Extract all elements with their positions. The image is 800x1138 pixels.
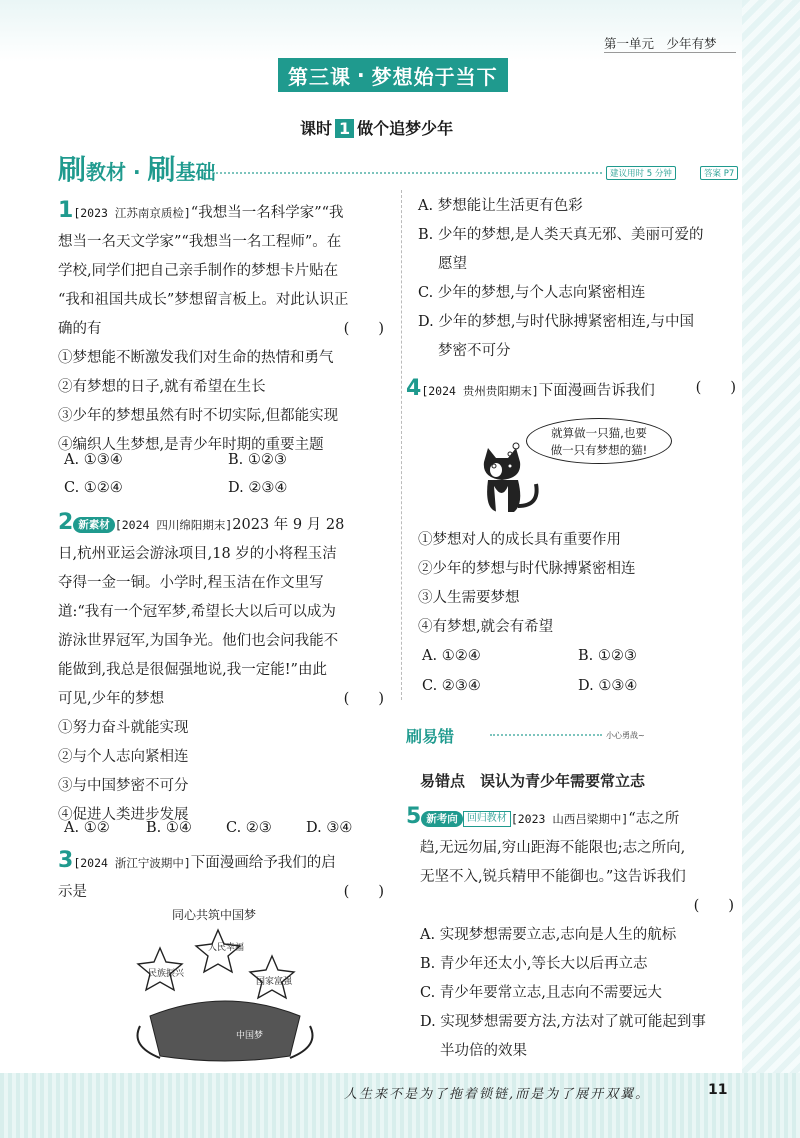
option-c[interactable]: C. 少年的梦想,与个人志向紧密相连 [418, 285, 646, 301]
question-4: 4[2024 贵州贵阳期末]下面漫画告诉我们 ( ) [406, 376, 736, 401]
question-number: 2 [58, 510, 74, 535]
option-b[interactable]: B. ①②③ [578, 648, 637, 664]
new-material-tag: 新素材 [73, 517, 115, 533]
lesson-banner [278, 58, 508, 92]
section-char-a: 刷 [58, 153, 87, 186]
option-a[interactable]: A. 梦想能让生活更有色彩 [418, 198, 583, 214]
option-a[interactable]: A. ①②④ [422, 648, 481, 664]
option-c[interactable]: C. ②③ [226, 820, 272, 836]
question-source: [2023 江苏南京质检] [73, 206, 191, 220]
question-number: 4 [406, 376, 422, 401]
question-number: 3 [58, 848, 74, 873]
careful-tip: 小心勇战~ [606, 731, 645, 740]
cartoon-title: 同心共筑中国梦 [172, 908, 257, 922]
question-5: 5 新考向 回归教材 [2023 山西吕梁期中]“志之所 趋,无远勿届,穷山距海不能限也;志之所向, 无坚不入,锐兵精甲不能御也。”这告诉我们 ( ) A. 实现梦想需要立志,志向是人生的航标 B. 青少年还太小,等长大以后再立志 C. 青少年要常立志,且志向不需要远大 D. 实现梦想需要方法,方法对了就可能起到事 半功倍的效果 [406, 802, 742, 1066]
unit-underline [604, 52, 736, 53]
option-c[interactable]: C. ②③④ [422, 678, 481, 694]
answer-blank[interactable]: ( ) [343, 884, 384, 900]
cat-icon [474, 440, 554, 516]
option-c[interactable]: C. ①②④ [64, 480, 123, 496]
option-b[interactable]: B. ①④ [146, 820, 192, 836]
section-char-d: 基础 [175, 160, 216, 184]
star-label: 国家富强 [256, 977, 293, 987]
answer-blank[interactable]: ( ) [343, 691, 384, 707]
option-b[interactable]: B. 少年的梦想,是人类天真无邪、美丽可爱的 [418, 227, 704, 243]
option-c[interactable]: C. 青少年要常立志,且志向不需要远大 [420, 985, 662, 1001]
box-label: 中国梦 [236, 1031, 264, 1041]
statement-item: ③与中国梦密不可分 [58, 778, 189, 794]
question-number: 1 [58, 198, 74, 223]
lesson-label: 第三课 [288, 64, 351, 89]
option-a[interactable]: A. ①③④ [64, 452, 123, 468]
option-d[interactable]: D. 实现梦想需要方法,方法对了就可能起到事 [420, 1014, 706, 1030]
statement-item: ②少年的梦想与时代脉搏紧密相连 [418, 561, 636, 577]
option-d[interactable]: D. 少年的梦想,与时代脉搏紧密相连,与中国 [418, 314, 695, 330]
textbook-tag: 回归教材 [463, 811, 511, 827]
question-4-items [418, 526, 748, 642]
option-b[interactable]: B. 青少年还太小,等长大以后再立志 [420, 956, 648, 972]
speech-bubble: 就算做一只猫,也要 做一只有梦想的猫! [526, 418, 672, 464]
answer-page-label: 答案 P7 [700, 166, 738, 180]
decorative-strip [742, 0, 800, 1138]
question-source: [2024 浙江宁波期中] [73, 856, 191, 870]
question-2: 2 新素材 [2024 四川绵阳期末]2023 年 9 月 28 日,杭州亚运会游泳项目,18 岁的小将程玉洁 夺得一金一铜。小学时,程玉洁在作文里写 道:“我有一个冠军梦,希望长大以后可以成为 游泳世界冠军,为国争光。他们也会问我能不 能做到,我总是很倔强地说,我一定能!”由此 可见,少年的梦想 ( ) ①努力奋斗就能实现 ②与个人志向紧相连 ③与中国梦密不可分 ④促进人类进步发展 [58, 508, 384, 830]
answer-blank[interactable]: ( ) [695, 380, 736, 396]
answer-blank[interactable]: ( ) [693, 898, 734, 914]
answer-page: P7 [723, 169, 735, 179]
question-3-options: A. 梦想能让生活更有色彩 B. 少年的梦想,是人类天真无邪、美丽可爱的 愿望 C. 少年的梦想,与个人志向紧密相连 D. 少年的梦想,与时代脉搏紧密相连,与中国 梦密不可分 [418, 192, 748, 366]
period-prefix: 课时 [300, 119, 333, 138]
section-char-b: 教材 · [86, 160, 148, 184]
question-source: [2023 山西吕梁期中] [510, 812, 629, 826]
statement-item: ①努力奋斗就能实现 [58, 720, 189, 736]
section-dotline [216, 172, 602, 174]
statement-item: ④有梦想,就会有希望 [418, 619, 554, 635]
statement-item: ④编织人生梦想,是青少年时期的重要主题 [58, 437, 324, 453]
section-mistakes-title: 刷易错 [406, 727, 455, 746]
suggested-time: 5 分钟 [646, 169, 672, 179]
new-direction-tag: 新考向 [421, 811, 463, 827]
statement-item: ①梦想对人的成长具有重要作用 [418, 532, 621, 548]
period-number: 1 [335, 119, 354, 138]
statement-item: ②有梦想的日子,就有希望在生长 [58, 379, 266, 395]
lesson-title: 梦想始于当下 [371, 64, 498, 89]
section-char-c: 刷 [147, 153, 176, 186]
option-d[interactable]: D. ①③④ [578, 678, 638, 694]
question-number: 5 [406, 804, 422, 829]
period-name: 做个追梦少年 [357, 119, 454, 138]
option-d[interactable]: D. ②③④ [228, 480, 288, 496]
period-title [300, 116, 453, 139]
option-a[interactable]: A. ①② [64, 820, 110, 836]
option-d[interactable]: D. ③④ [306, 820, 353, 836]
star-label: 人民幸福 [208, 943, 245, 953]
section-basic-title [58, 148, 216, 188]
unit-title: 第一单元 少年有梦 [604, 36, 717, 51]
question-1: 1[2023 江苏南京质检]“我想当一名科学家”“我 想当一名天文学家”“我想当一名工程师”。在 学校,同学们把自己亲手制作的梦想卡片贴在 “我和祖国共成长”梦想留言板上。对此认识正 确的有 ( ) ①梦想能不断激发我们对生命的热情和勇气 ②有梦想的日子,就有希望在生长 ③少年的梦想虽然有时不切实际,但都能实现 ④编织人生梦想,是青少年时期的重要主题 [58, 196, 384, 460]
statement-item: ④促进人类进步发展 [58, 807, 189, 823]
statement-item: ①梦想能不断激发我们对生命的热情和勇气 [58, 350, 334, 366]
footer-motto: 人生来不是为了拖着锁链,而是为了展开双翼。 [344, 1087, 651, 1102]
answer-blank[interactable]: ( ) [343, 321, 384, 337]
error-point-title: 易错点 误认为青少年需要常立志 [420, 772, 646, 790]
question-source: [2024 四川绵阳期末] [114, 518, 233, 532]
statement-item: ③少年的梦想虽然有时不切实际,但都能实现 [58, 408, 339, 424]
statement-item: ③人生需要梦想 [418, 590, 520, 606]
lesson-separator: · [357, 63, 366, 87]
question-3: 3[2024 浙江宁波期中]下面漫画给予我们的启 示是 ( ) [58, 846, 384, 907]
section-dotline [490, 734, 602, 736]
question-source: [2024 贵州贵阳期末] [421, 384, 539, 398]
star-label: 民族振兴 [148, 969, 185, 979]
option-a[interactable]: A. 实现梦想需要立志,志向是人生的航标 [420, 927, 677, 943]
page-number: 11 [708, 1082, 728, 1098]
option-b[interactable]: B. ①②③ [228, 452, 287, 468]
statement-item: ②与个人志向紧相连 [58, 749, 189, 765]
suggested-time-label: 建议用时 5 分钟 [606, 166, 676, 180]
column-divider [401, 190, 402, 700]
